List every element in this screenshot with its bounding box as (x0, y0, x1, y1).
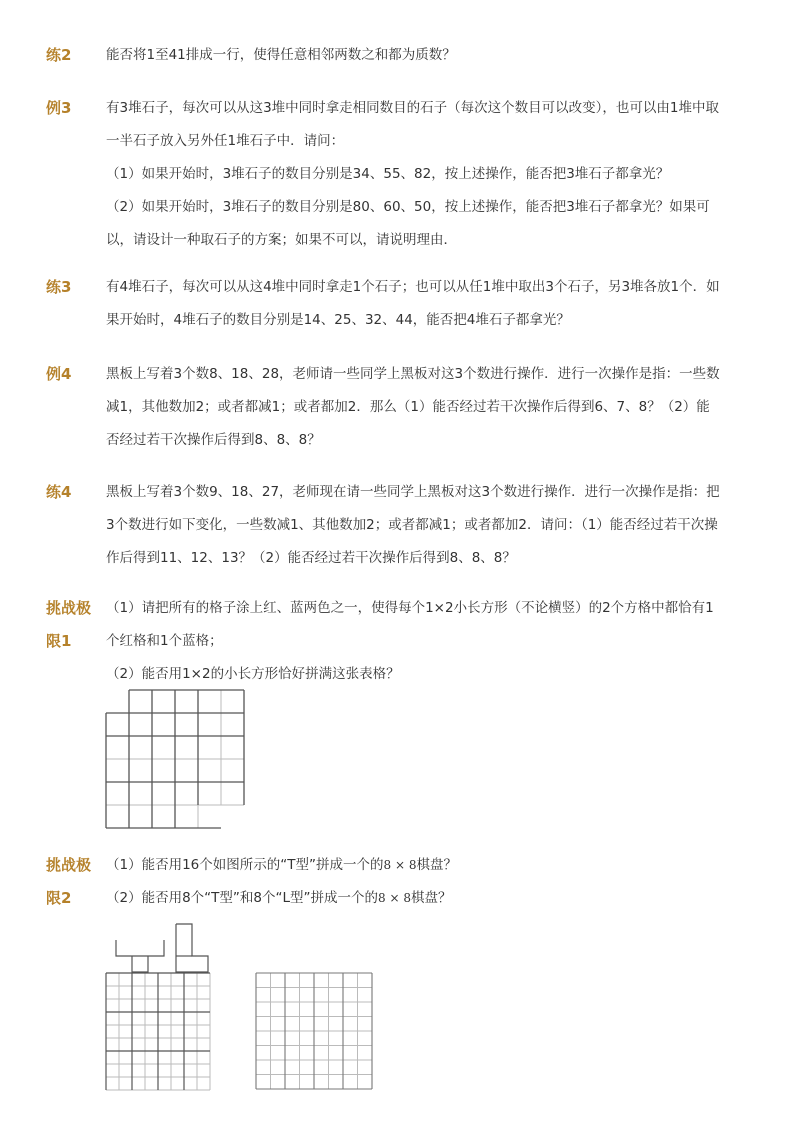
chessboard-svg (254, 971, 376, 1093)
problem-body (106, 592, 720, 691)
problem-text: 黑板上写着3个数8、18、28，老师请一些同学上黑板对这3个数进行操作．进行一次操作是指：一些数减1，其他数加2；或者都减1；或者都加2．那么（1）能否经过若干次操作后得到6、7、8？（2）能否经过若干次操作后得到8、8、8？ (106, 366, 720, 448)
problem-label: 例3 (46, 99, 72, 117)
irregular-grid-svg (104, 688, 249, 833)
board-size-math: 8 × 8 (383, 858, 417, 872)
board-size-math: 8 × 8 (378, 891, 411, 905)
problem-text: 黑板上写着3个数9、18、27，老师现在请一些同学上黑板对这3个数进行操作．进行一次操作是指：把3个数进行如下变化，一些数减1、其他数加2；或者都减1；或者都加2．请问：（1）能否经过若干次操作后得到11、12、13？（2）能否经过若干次操作后得到8、8、8？ (106, 484, 720, 566)
problem-label: 练2 (46, 46, 72, 64)
problem-label: 练3 (46, 278, 72, 296)
sub-question-2 (106, 882, 720, 915)
problem-body (106, 849, 720, 915)
label-line-2: 限1 (46, 632, 72, 650)
problem-text: 能否将1至41排成一行，使得任意相邻两数之和都为质数？ (106, 47, 456, 63)
pieces-board-svg (104, 920, 214, 1092)
problem-label: 练4 (46, 483, 72, 501)
sub-question-1-tail: 棋盘？ (416, 857, 457, 873)
label-line-1: 挑战极 (46, 856, 92, 874)
board-dark-lines (106, 973, 210, 1090)
problem-text: 有4堆石子，每次可以从这4堆中同时拿走1个石子；也可以从任1堆中取出3个石子，另3堆各放1个．如果开始时，4堆石子的数目分别是14、25、32、44，能否把4堆石子都拿光？ (106, 279, 720, 328)
sub-question-2: （2）能否用1×2的小长方形恰好拼满这张表格？ (106, 666, 400, 682)
l-shape-piece (176, 924, 208, 972)
problem-text: 有3堆石子，每次可以从这3堆中同时拿走相同数目的石子（每次这个数目可以改变），也可以由1堆中取一半石子放入另外任1堆石子中．请问： (106, 100, 720, 149)
problem-label: 例4 (46, 365, 72, 383)
sub-question-2-tail: 棋盘？ (410, 890, 452, 906)
sub-question-2-text: （2）能否用8个“T型”和8个“L型”拼成一个的 (106, 890, 379, 906)
t-shape-piece (116, 940, 164, 972)
chessboard-figure (254, 971, 376, 1093)
sub-question-1: （1）如果开始时，3堆石子的数目分别是34、55、82，按上述操作，能否把3堆石子都拿光？ (106, 166, 670, 182)
problem-label (46, 592, 104, 658)
label-line-1: 挑战极 (46, 599, 92, 617)
sub-question-1: （1）请把所有的格子涂上红、蓝两色之一，使得每个1×2小长方形（不论横竖）的2个方格中都恰有1个红格和1个蓝格； (106, 600, 714, 649)
label-line-2: 限2 (46, 889, 72, 907)
problem-body (106, 92, 720, 257)
irregular-grid-figure (104, 688, 249, 833)
sub-question-1 (106, 849, 720, 882)
pieces-board-figure (104, 920, 214, 1092)
sub-question-1-text: （1）能否用16个如图所示的“T型”拼成一个的 (106, 857, 384, 873)
problem-label (46, 849, 104, 915)
sub-question-2: （2）如果开始时，3堆石子的数目分别是80、60、50，按上述操作，能否把3堆石子都拿光？如果可以，请设计一种取石子的方案；如果不可以，请说明理由． (106, 199, 710, 248)
